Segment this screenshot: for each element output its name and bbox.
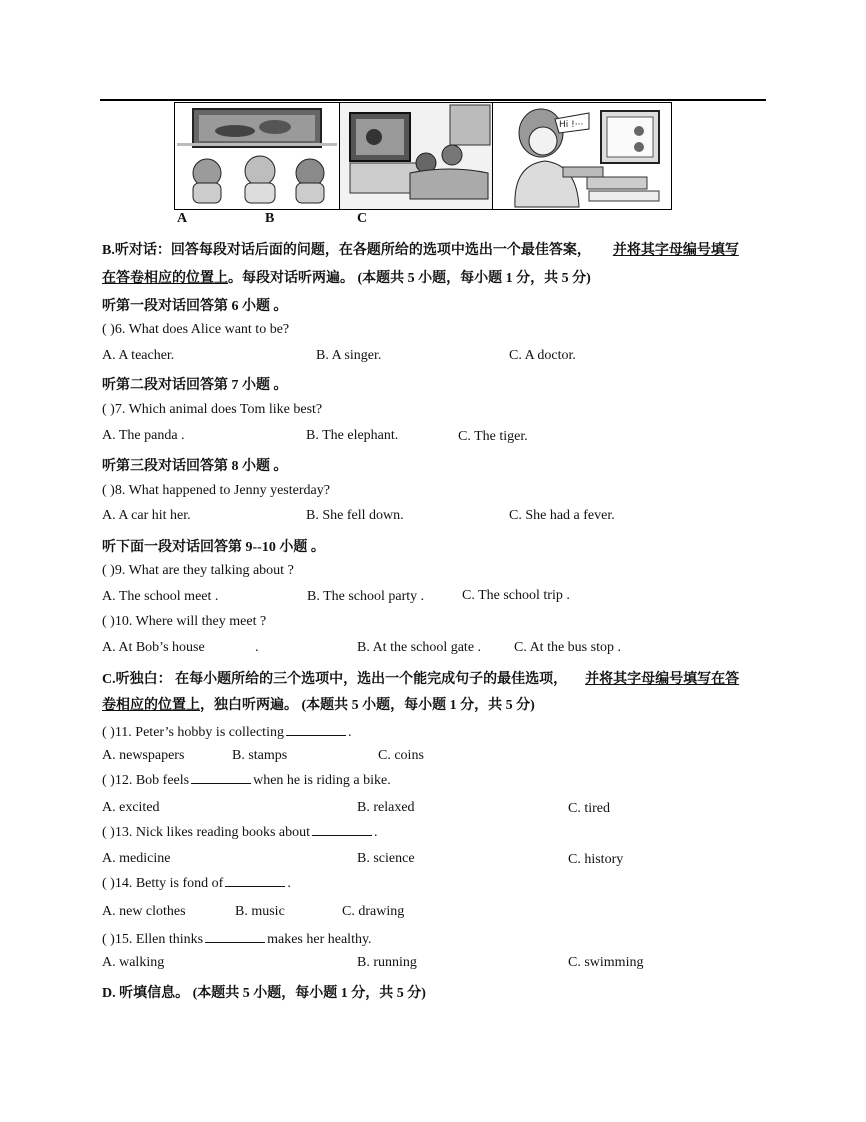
q12-option-a: A. excited [102, 800, 160, 815]
section-d-heading: D. 听填信息。 (本题共 5 小题，每小题 1 分，共 5 分) [102, 986, 426, 1001]
q15-end: makes her healthy. [267, 932, 372, 947]
q13-option-b: B. science [357, 851, 415, 866]
q10-option-a: A. At Bob’s house [102, 640, 205, 655]
q12-option-c: C. tired [568, 801, 610, 816]
top-rule [100, 99, 766, 101]
section-c-heading2-rest: ，独白听两遍。 (本题共 5 小题，每小题 1 分，共 5 分) [200, 698, 535, 713]
section-b-heading-line2 [102, 267, 591, 287]
q11-blank [286, 723, 346, 736]
picture-b [340, 103, 493, 209]
q13-end: . [374, 825, 378, 840]
q7-option-a: A. The panda . [102, 428, 185, 443]
q9-option-a: A. The school meet . [102, 589, 219, 604]
part-2-instruction: 听第二段对话回答第 7 小题 。 [102, 378, 288, 393]
question-6: ( )6. What does Alice want to be? [102, 322, 290, 337]
q14-option-c: C. drawing [342, 904, 405, 919]
question-14 [102, 874, 291, 892]
q9-option-c: C. The school trip . [462, 588, 570, 603]
q10-option-c: C. At the bus stop . [514, 640, 621, 655]
q14-blank [225, 874, 285, 887]
question-13 [102, 823, 378, 841]
q15-option-b: B. running [357, 955, 417, 970]
picture-label-b: B [265, 211, 275, 226]
part-4-instruction: 听下面一段对话回答第 9--10 小题 。 [102, 540, 325, 555]
q10-option-a-period: . [255, 640, 259, 655]
question-8: ( )8. What happened to Jenny yesterday? [102, 483, 330, 498]
q8-option-c: C. She had a fever. [509, 508, 615, 523]
q8-option-a: A. A car hit her. [102, 508, 191, 523]
q15-blank [205, 930, 265, 943]
question-15 [102, 930, 372, 948]
q11-option-c: C. coins [378, 748, 424, 763]
q14-end: . [287, 876, 291, 891]
q15-text: ( )15. Ellen thinks [102, 932, 204, 947]
section-b-heading2-rest: 。每段对话听两遍。 (本题共 5 小题，每小题 1 分，共 5 分) [228, 271, 591, 286]
question-11 [102, 723, 351, 741]
question-12 [102, 771, 391, 789]
q6-option-c: C. A doctor. [509, 348, 576, 363]
q6-option-a: A. A teacher. [102, 348, 175, 363]
q12-option-b: B. relaxed [357, 800, 415, 815]
picture-strip [174, 102, 672, 210]
q13-option-a: A. medicine [102, 851, 171, 866]
question-9: ( )9. What are they talking about ? [102, 563, 294, 578]
q13-text: ( )13. Nick likes reading books about [102, 825, 311, 840]
q12-end: when he is riding a bike. [253, 773, 391, 788]
q11-end: . [347, 725, 352, 740]
section-b-heading-text: B.听对话：回答每段对话后面的问题，在各题所给的选项中选出一个最佳答案， [102, 243, 591, 258]
picture-label-c: C [357, 211, 368, 226]
part-1-instruction: 听第一段对话回答第 6 小题 。 [102, 299, 288, 314]
part-3-instruction: 听第三段对话回答第 8 小题 。 [102, 459, 288, 474]
q12-blank [191, 771, 251, 784]
q10-option-b: B. At the school gate . [357, 640, 482, 655]
picture-a [175, 103, 340, 209]
section-c-heading-line2 [102, 694, 535, 714]
q11-text: ( )11. Peter’s hobby is collecting [102, 725, 284, 740]
section-b-heading2-underlined: 在答卷相应的位置上 [102, 271, 228, 286]
q15-option-c: C. swimming [568, 955, 644, 970]
picture-c [493, 103, 671, 209]
section-c-heading-text: C.听独白： 在每小题所给的三个选项中，选出一个能完成句子的最佳选项， [102, 672, 568, 687]
q6-option-b: B. A singer. [316, 348, 382, 363]
q13-option-c: C. history [568, 852, 624, 867]
q14-option-b: B. music [235, 904, 285, 919]
q7-option-c: C. The tiger. [458, 429, 528, 444]
q14-option-a: A. new clothes [102, 904, 186, 919]
q12-text: ( )12. Bob feels [102, 773, 190, 788]
section-c-heading2-underlined: 卷相应的位置上 [102, 698, 200, 713]
question-7: ( )7. Which animal does Tom like best? [102, 402, 323, 417]
section-b-heading-underlined: 并将其字母编号填写 [612, 243, 739, 258]
q14-text: ( )14. Betty is fond of [102, 876, 224, 891]
q7-option-b: B. The elephant. [306, 428, 399, 443]
picture-label-a: A [177, 211, 188, 226]
q15-option-a: A. walking [102, 955, 165, 970]
section-b-heading [102, 239, 739, 259]
section-c-heading-underlined: 并将其字母编号填写在答 [585, 672, 740, 687]
bubble-text: Hi !··· [559, 120, 584, 130]
q9-option-b: B. The school party . [307, 589, 425, 604]
q11-option-a: A. newspapers [102, 748, 185, 763]
q8-option-b: B. She fell down. [306, 508, 404, 523]
section-c-heading [102, 668, 739, 688]
question-10: ( )10. Where will they meet ? [102, 614, 267, 629]
q13-blank [312, 823, 372, 836]
q11-option-b: B. stamps [232, 748, 288, 763]
